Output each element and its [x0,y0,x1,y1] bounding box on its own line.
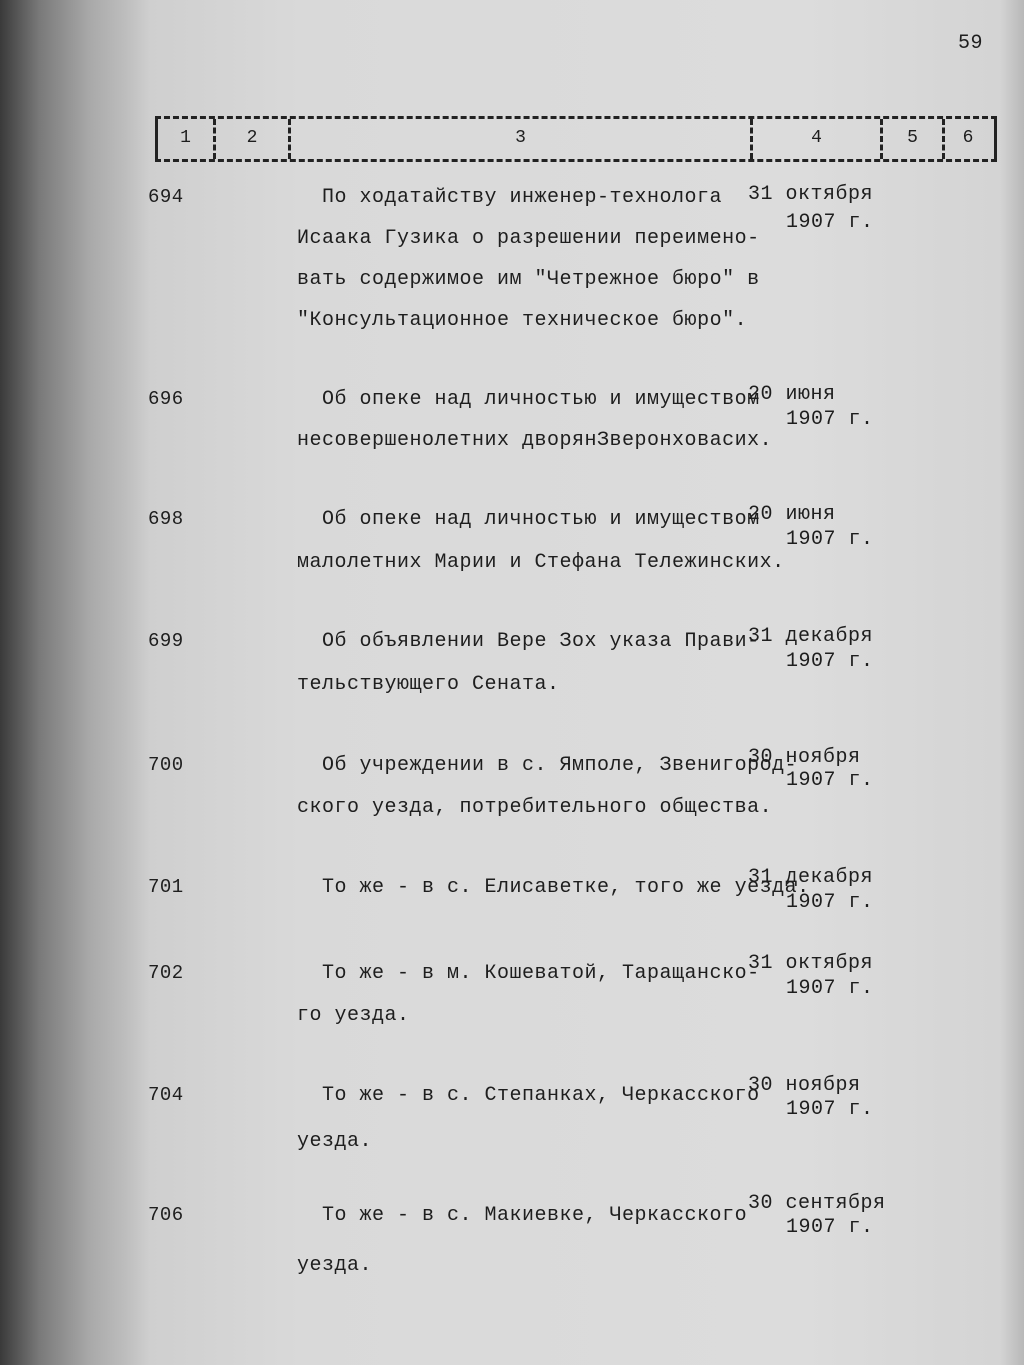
entry-text-line: ского уезда, потребительного общества. [297,796,773,819]
entry-date-day-month: 20 июня [748,383,836,406]
entry-number: 704 [148,1084,184,1106]
entry-text-line: малолетних Марии и Стефана Тележинских. [297,551,785,574]
entry-date-year: 1907 г. [786,769,874,792]
entry-text-line: вать содержимое им "Четрежное бюро" в [297,268,760,291]
entry-number: 706 [148,1204,184,1226]
entry-date-year: 1907 г. [786,528,874,551]
entry-text-line: несовершенолетних дворянЗверонховасих. [297,429,773,452]
entry-number: 696 [148,388,184,410]
entry-date-year: 1907 г. [786,977,874,1000]
entry-date-year: 1907 г. [786,211,874,234]
entry-text-line: Об объявлении Вере Зох указа Прави- [322,630,760,653]
entry-text-line: "Консультационное техническое бюро". [297,309,748,332]
entry-date-day-month: 30 сентября [748,1192,886,1215]
entry-number: 694 [148,186,184,208]
column-header-5: 5 [883,119,945,159]
entry-date-day-month: 20 июня [748,503,836,526]
entry-date-year: 1907 г. [786,408,874,431]
entry-text-line: уезда. [297,1254,373,1277]
entry-text-line: тельствующего Сената. [297,673,560,696]
entry-date-year: 1907 г. [786,1098,874,1121]
entry-date-year: 1907 г. [786,650,874,673]
column-header-1: 1 [158,119,216,159]
column-header-4: 4 [753,119,883,159]
column-header-table [155,116,997,162]
entry-number: 699 [148,630,184,652]
entry-date-year: 1907 г. [786,1216,874,1239]
entry-text-line: го уезда. [297,1004,410,1027]
column-header-2: 2 [216,119,291,159]
entry-date-day-month: 31 октября [748,183,874,206]
page-number: 59 [958,32,984,55]
entry-date-day-month: 31 октября [748,952,874,975]
entry-text-line: Об опеке над личностью и имуществом [322,388,760,411]
entry-number: 702 [148,962,184,984]
entry-text-line: По ходатайству инженер-технолога [322,186,723,209]
entry-text-line: Исаака Гузика о разрешении переимено- [297,227,760,250]
entry-number: 701 [148,876,184,898]
entry-text-line: То же - в с. Степанках, Черкасского [322,1084,760,1107]
entry-text-line: Об учреждении в с. Ямполе, Звенигород- [322,754,798,777]
entry-text-line: То же - в м. Кошеватой, Таращанско- [322,962,760,985]
column-header-3: 3 [291,119,753,159]
entry-text-line: уезда. [297,1130,373,1153]
entry-date-day-month: 31 декабря [748,866,874,889]
column-header-6: 6 [962,128,974,148]
entry-date-year: 1907 г. [786,891,874,914]
entry-date-day-month: 31 декабря [748,625,874,648]
entry-text-line: Об опеке над личностью и имуществом [322,508,760,531]
entry-number: 700 [148,754,184,776]
entry-date-day-month: 30 ноября [748,746,861,769]
entry-number: 698 [148,508,184,530]
entry-text-line: То же - в с. Макиевке, Черкасского [322,1204,748,1227]
entry-text-line: То же - в с. Елисаветке, того же уезда. [322,876,810,899]
entry-date-day-month: 30 ноября [748,1074,861,1097]
